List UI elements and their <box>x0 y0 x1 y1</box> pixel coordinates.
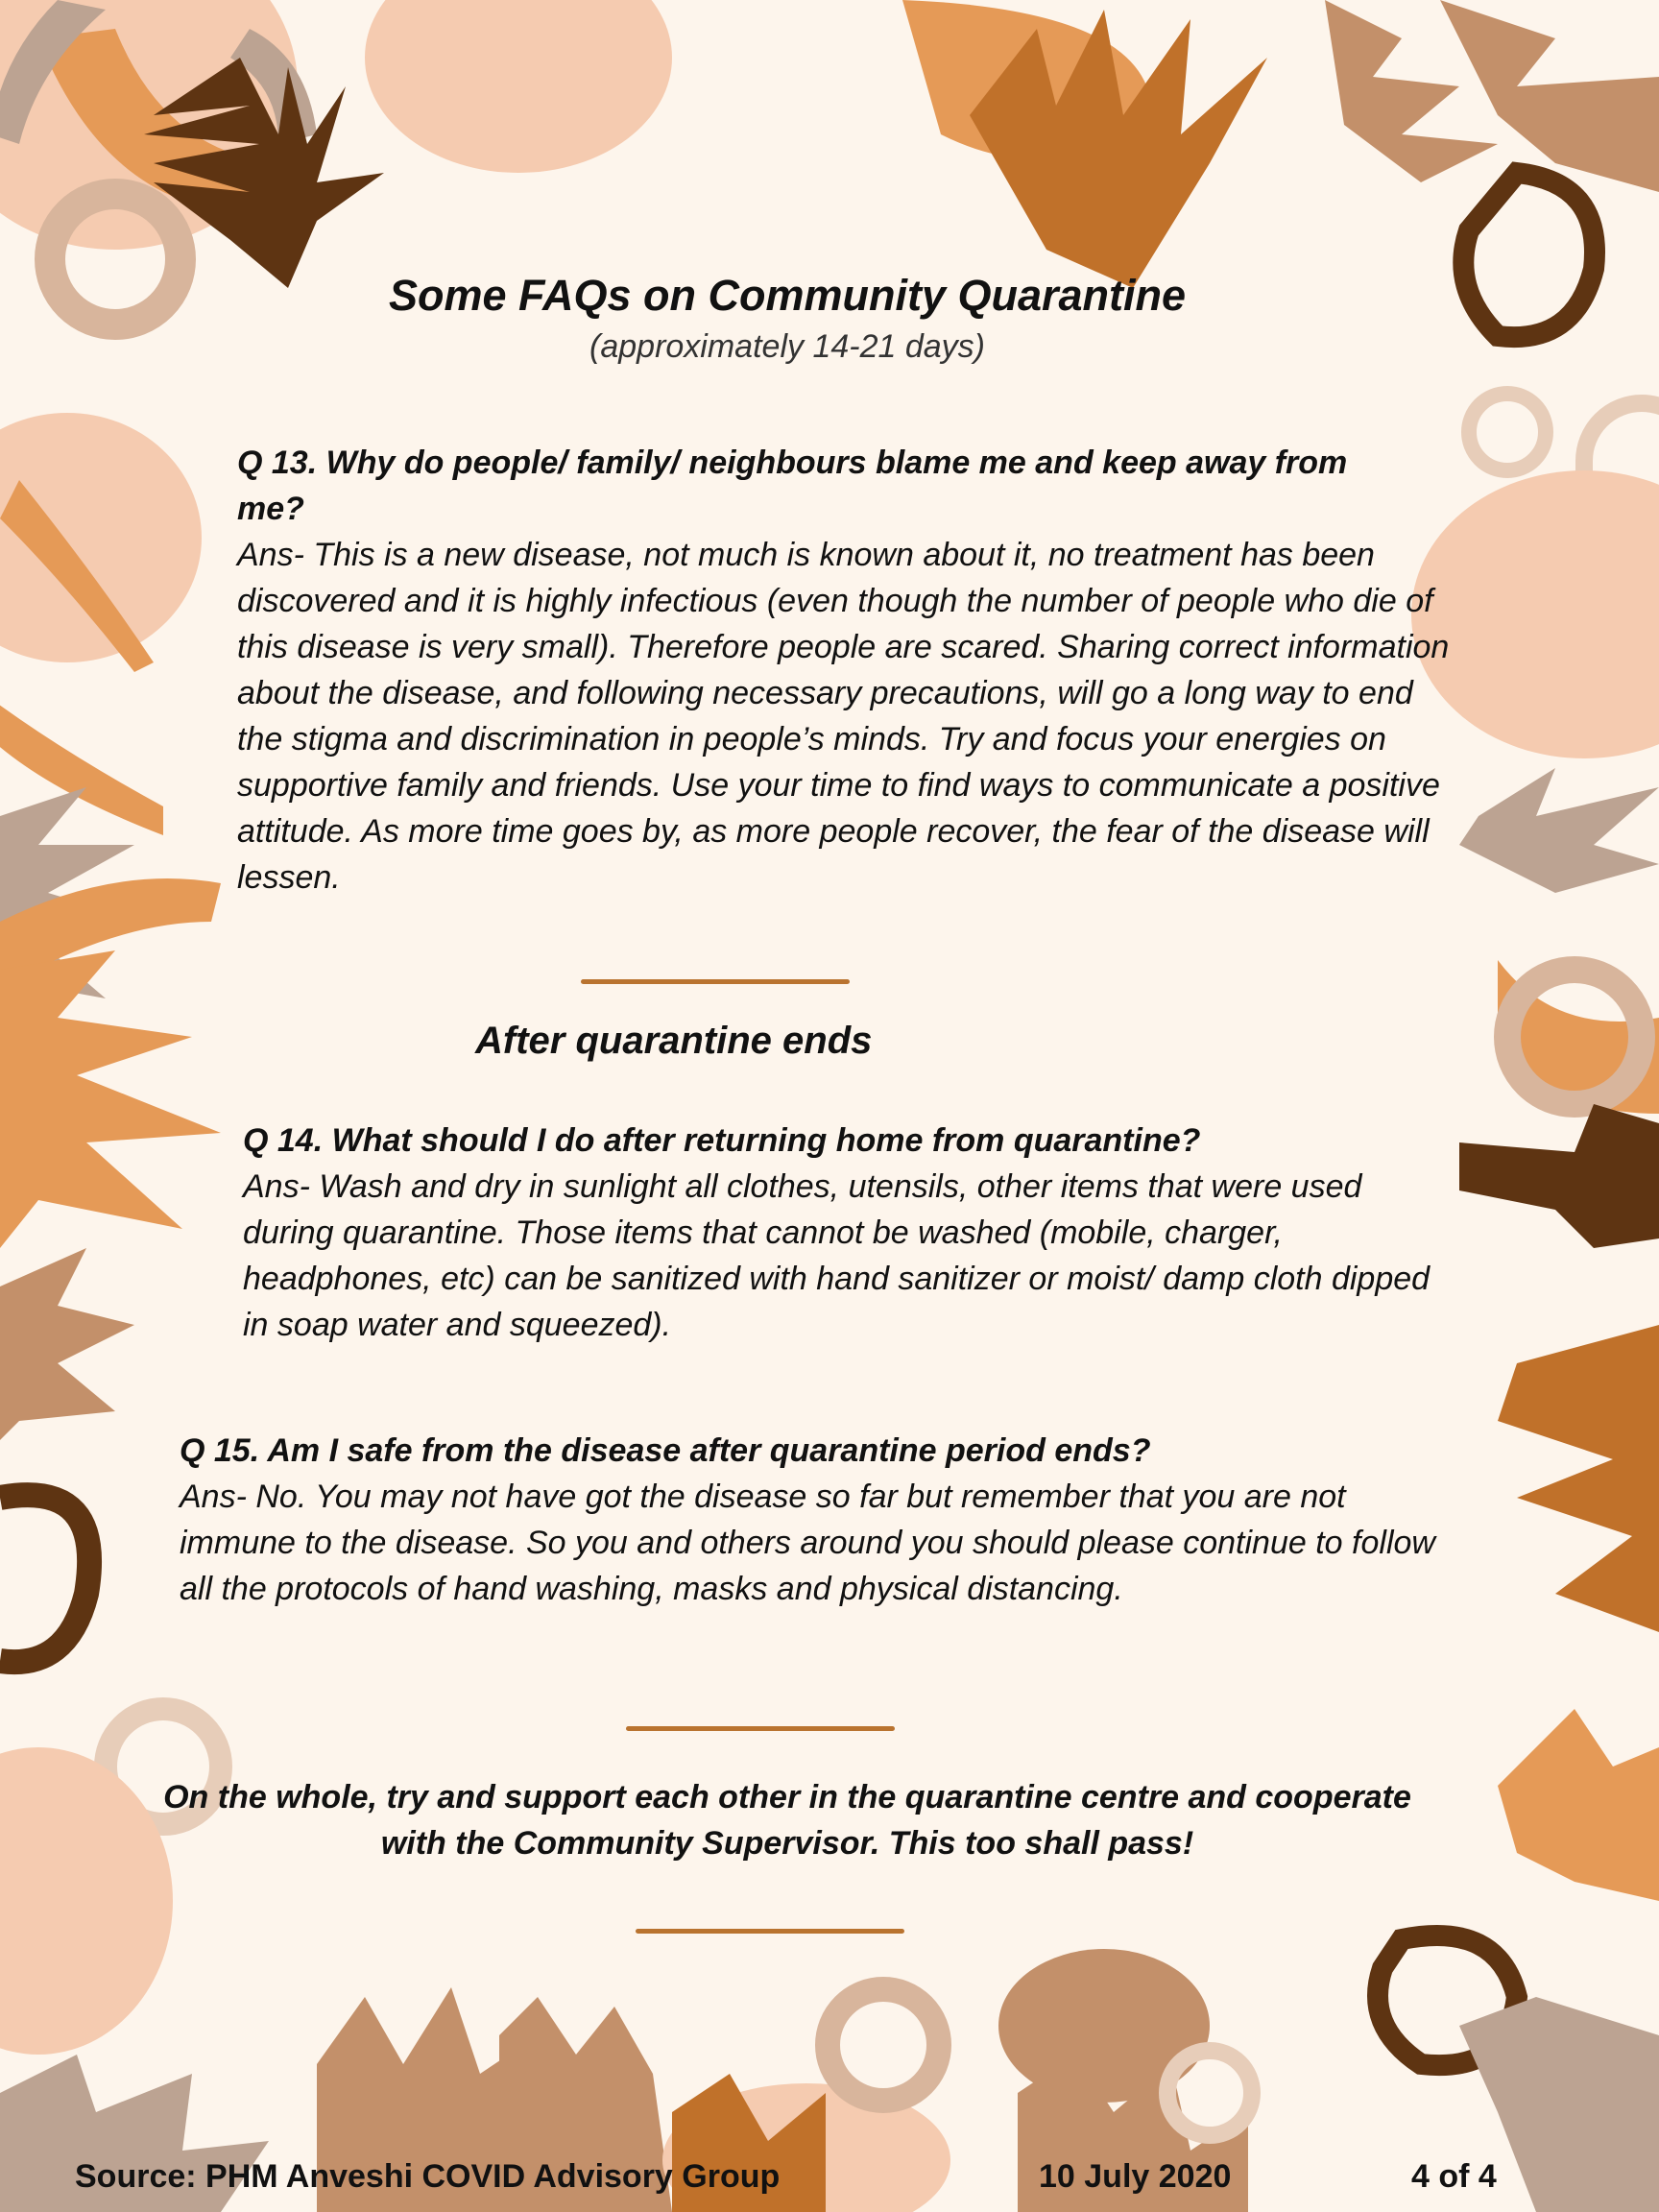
divider <box>636 1929 904 1934</box>
footer-source: Source: PHM Anveshi COVID Advisory Group <box>75 2158 781 2195</box>
page-title: Some FAQs on Community Quarantine <box>388 271 1187 320</box>
section-heading: After quarantine ends <box>475 1020 873 1062</box>
faq-13 <box>237 440 1456 901</box>
faq-question: Q 13. Why do people/ family/ neighbours blame me and keep away from me? <box>237 445 1348 527</box>
faq-15 <box>180 1428 1452 1612</box>
faq-question: Q 15. Am I safe from the disease after quarantine period ends? <box>180 1432 1151 1469</box>
footer-date: 10 July 2020 <box>1039 2158 1232 2195</box>
divider <box>626 1726 895 1731</box>
page-subtitle: (approximately 14-21 days) <box>589 328 985 365</box>
faq-answer: Ans- No. You may not have got the disease so far but remember that you are not immune to the disease. So you and others around you should please continue to follow all the protocols of hand washing, masks and physical distancing. <box>180 1479 1435 1607</box>
faq-14 <box>243 1118 1457 1348</box>
closing-message: On the whole, try and support each other in the quarantine centre and cooperate with the Community Supervisor. This too shall pass! <box>163 1779 1411 1862</box>
faq-answer: Ans- This is a new disease, not much is known about it, no treatment has been discovered and it is highly infectious (even though the number of people who die of this disease is very small). Therefore people are scared. Sharing correct information about the disease, and following necessary precautions, will go a long way to end the stigma and discrimination in people’s minds. Try and focus your energies on supportive family and friends. Use your time to find ways to communicate a positive attitude. As more time goes by, as more people recover, the fear of the disease will lessen. <box>237 537 1450 896</box>
faq-answer: Ans- Wash and dry in sunlight all clothes, utensils, other items that were used during quarantine. Those items that cannot be washed (mobile, charger, headphones, etc) can be sanitized with hand sanitizer or moist/ damp cloth dipped in soap water and squeezed). <box>243 1168 1431 1343</box>
footer-page-number: 4 of 4 <box>1411 2158 1497 2195</box>
divider <box>581 979 850 984</box>
faq-question: Q 14. What should I do after returning home from quarantine? <box>243 1122 1201 1159</box>
